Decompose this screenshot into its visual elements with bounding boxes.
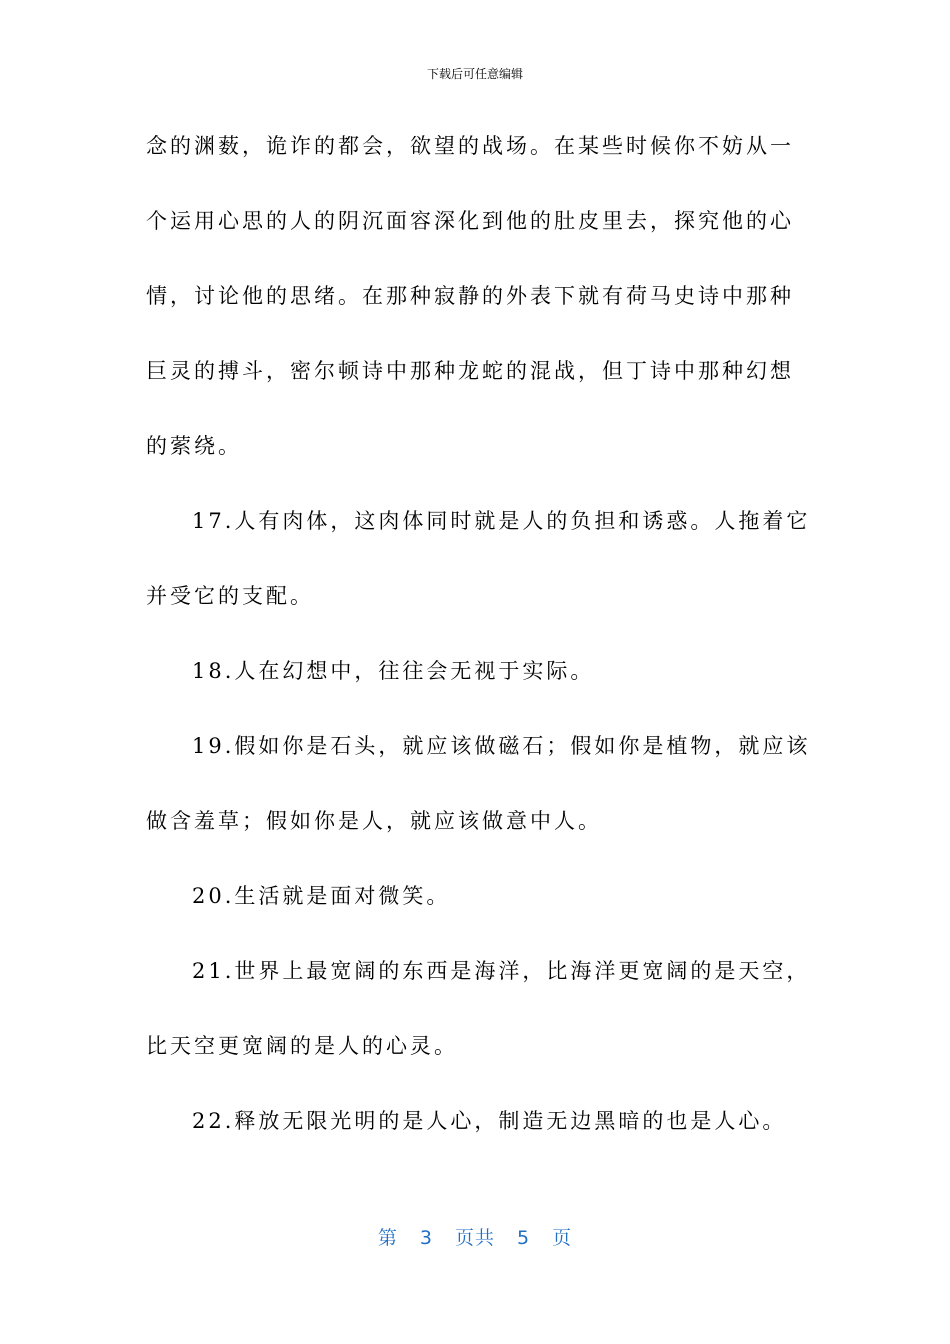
current-page-number: 3 (419, 1227, 433, 1249)
page-footer (0, 1224, 950, 1252)
total-pages-number: 5 (517, 1227, 531, 1249)
header-note: 下载后可任意编辑 (426, 67, 523, 81)
footer-suffix: 页 (552, 1227, 573, 1249)
item-22: 22.释放无限光明的是人心，制造无边黑暗的也是人心。 (192, 1109, 787, 1133)
item-19-line-1: 19.假如你是石头，就应该做磁石；假如你是植物，就应该 (192, 734, 811, 758)
footer-prefix: 第 (377, 1227, 398, 1249)
text-line: 的萦绕。 (146, 434, 242, 458)
item-21-line-2: 比天空更宽阔的是人的心灵。 (146, 1034, 458, 1058)
text-line: 念的渊薮，诡诈的都会，欲望的战场。在某些时候你不妨从一 (146, 134, 794, 158)
text-line: 情，讨论他的思绪。在那种寂静的外表下就有荷马史诗中那种 (146, 284, 794, 308)
text-line: 巨灵的搏斗，密尔顿诗中那种龙蛇的混战，但丁诗中那种幻想 (146, 359, 794, 383)
item-17-line-1: 17.人有肉体，这肉体同时就是人的负担和诱惑。人拖着它 (192, 509, 811, 533)
item-21-line-1: 21.世界上最宽阔的东西是海洋，比海洋更宽阔的是天空， (192, 959, 811, 983)
item-19-line-2: 做含羞草；假如你是人，就应该做意中人。 (146, 809, 602, 833)
item-17-line-2: 并受它的支配。 (146, 584, 314, 608)
text-line: 个运用心思的人的阴沉面容深化到他的肚皮里去，探究他的心 (146, 209, 794, 233)
item-20: 20.生活就是面对微笑。 (192, 884, 451, 908)
footer-middle: 页共 (454, 1227, 495, 1249)
item-18: 18.人在幻想中，往往会无视于实际。 (192, 659, 595, 683)
